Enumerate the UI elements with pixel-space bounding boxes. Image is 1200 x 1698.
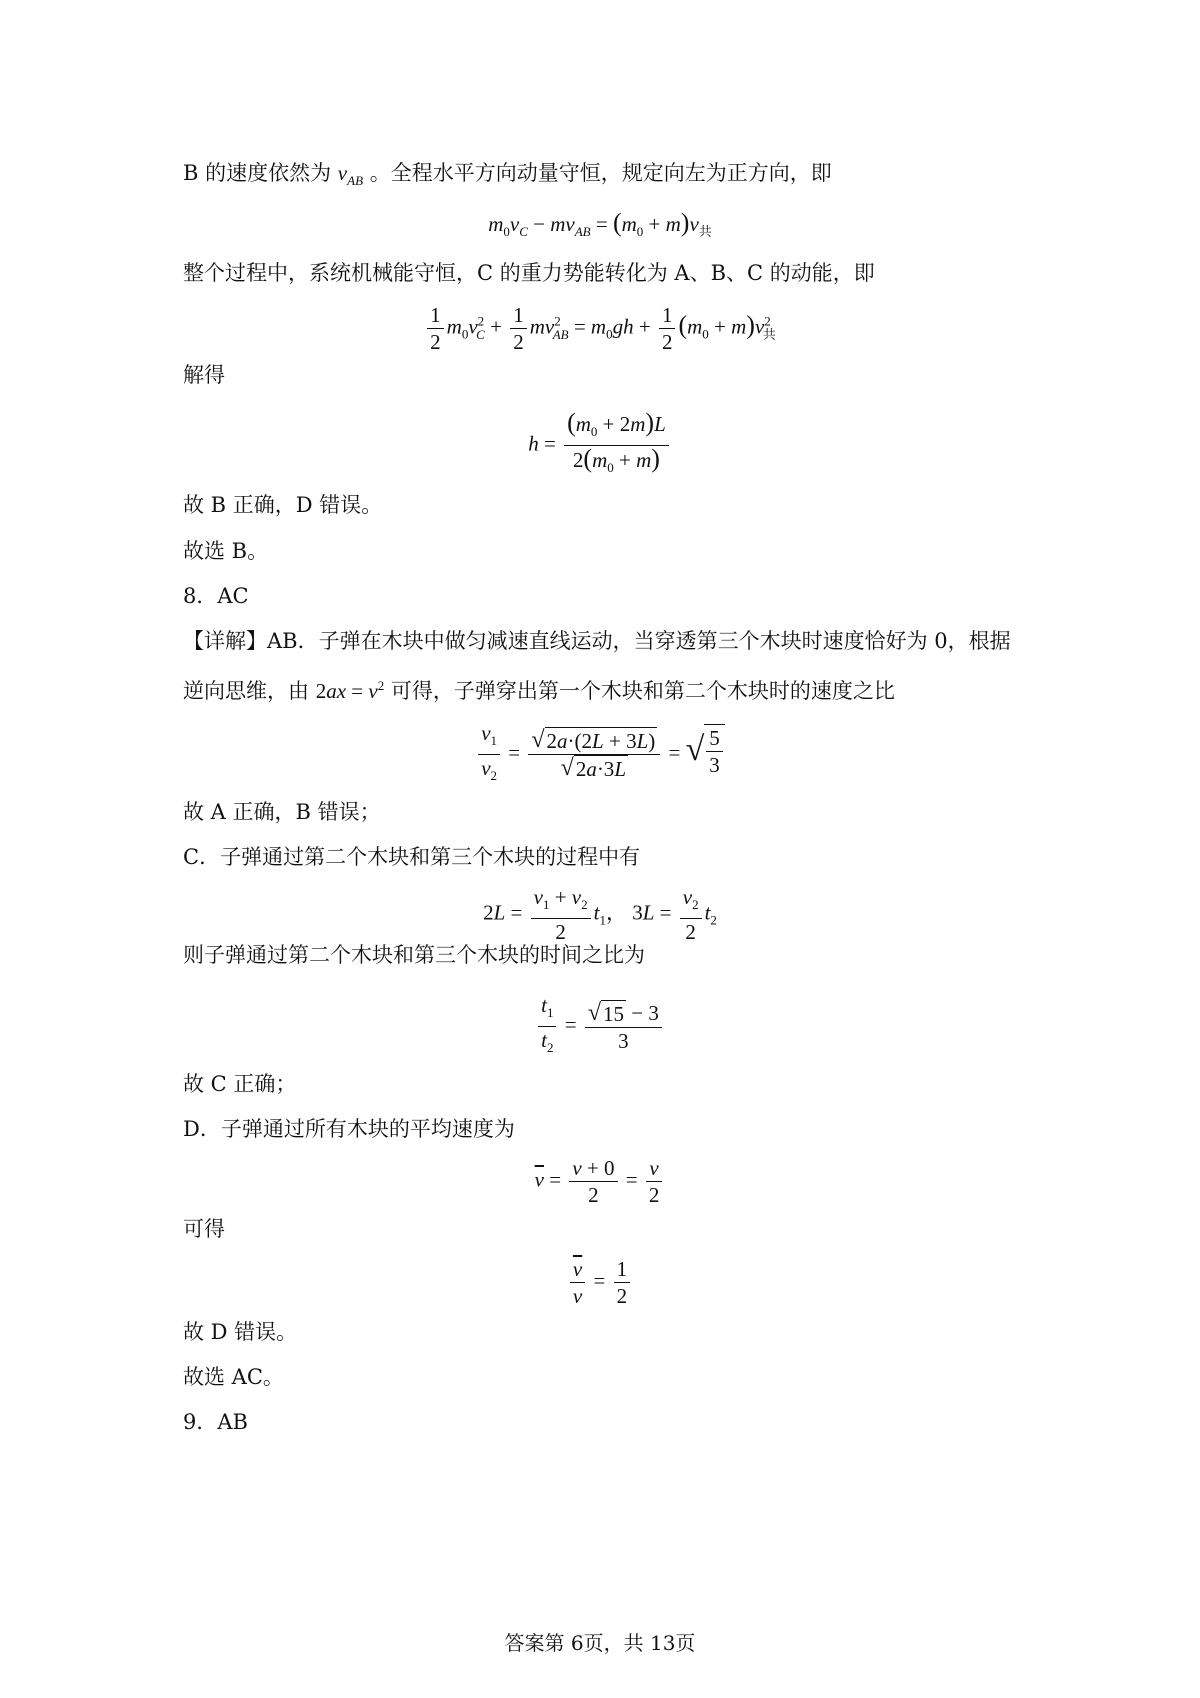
text-line-5: [183, 536, 268, 566]
line-15-text: 故 D 错误。: [183, 1320, 298, 1344]
line-1-text: B 的速度依然为: [183, 161, 332, 185]
page-footer: 答案第 6页，共 13页: [504, 1631, 696, 1655]
text-line-8: [183, 671, 895, 706]
text-line-9: [183, 797, 381, 827]
text-line-16: [183, 1362, 284, 1392]
inline-2ax-v2: $2ax = v^2$: [315, 678, 385, 703]
line-11-text: 则子弹通过第二个木块和第三个木块的时间之比为: [183, 943, 645, 967]
line-17-text: 9．AB: [183, 1410, 248, 1434]
line-13-text: D．子弹通过所有木块的平均速度为: [183, 1117, 515, 1141]
text-line-15: [183, 1317, 297, 1347]
equation-h: h = $\frac{(m_0 + 2m)L}{2(m_0 + m)}$: [0, 410, 1200, 481]
equation-time-ratio: $\frac{t_1}{t_2}$ = √ 15 − 3 3: [0, 992, 1200, 1061]
equation-energy: $\frac{1}{2}$ $m_0v^2_C$ + $\frac{1}{2}$ $mv^2_{AB} = m_0gh$ + $\frac{1}{2}$ $(m_0 + m)v^2_共$: [0, 302, 1200, 355]
text-line-14: [183, 1214, 225, 1244]
equation-momentum: $m_0v_C - mv_{AB} = (m_0 + m)v_共$: [488, 208, 712, 240]
line-8-text-a: 逆向思维，由: [183, 679, 309, 703]
line-14-text: 可得: [183, 1217, 225, 1241]
line-12-text: 故 C 正确；: [183, 1072, 297, 1096]
line-8-text-b: 可得，子弹穿出第一个木块和第二个木块时的速度之比: [390, 679, 895, 703]
line-9-text: 故 A 正确，B 错误；: [183, 800, 381, 824]
line-1-text-b: 。全程水平方向动量守恒，规定向左为正方向，即: [369, 161, 832, 185]
text-line-2: [183, 258, 875, 288]
sub-gong-2: 共: [762, 326, 776, 342]
inline-v-ab: $v_{AB}$: [337, 161, 364, 189]
line-3-text: 解得: [183, 363, 225, 387]
line-4-text: 故 B 正确，D 错误。: [183, 493, 383, 517]
text-line-1: [183, 158, 832, 196]
equation-ratio-half: $\frac{\overline{v}}{v}$ = $\frac{1}{2}$: [0, 1256, 1200, 1309]
sub-gong: 共: [698, 224, 712, 240]
text-line-10: [183, 842, 640, 872]
line-2-text: 整个过程中，系统机械能守恒，C 的重力势能转化为 A、B、C 的动能，即: [183, 261, 875, 285]
text-line-13: [183, 1114, 515, 1144]
text-line-4: [183, 490, 382, 520]
question-9-answer: [183, 1407, 248, 1437]
line-16-text: 故选 AC。: [183, 1365, 284, 1389]
text-line-7: [183, 626, 1011, 656]
line-5-text: 故选 B。: [183, 539, 269, 563]
line-7-text: 【详解】AB．子弹在木块中做匀减速直线运动，当穿透第三个木块时速度恰好为 0，根据: [183, 629, 1011, 653]
line-6-text: 8．AC: [183, 584, 249, 608]
question-8-answer: [183, 581, 249, 611]
text-line-3: [183, 360, 225, 390]
text-line-12: [183, 1069, 296, 1099]
equation-displacement: 2L = $\frac{v_1 + v_2}{2}$ $t_1$， 3L = $\frac{v_2}{2}$ $t_2$: [483, 885, 717, 945]
line-10-text: C．子弹通过第二个木块和第三个木块的过程中有: [183, 845, 641, 869]
equation-average-velocity: $\overline{v}$ = $\frac{v + 0}{2}$ = $\frac{v}{2}$: [0, 1155, 1200, 1208]
text-line-11: [183, 940, 645, 970]
equation-velocity-ratio: $\frac{v_1}{v_2}$ = √ 2a·(2L + 3L) √ 2a·3L = √ $\frac{5}{3}$: [0, 720, 1200, 789]
